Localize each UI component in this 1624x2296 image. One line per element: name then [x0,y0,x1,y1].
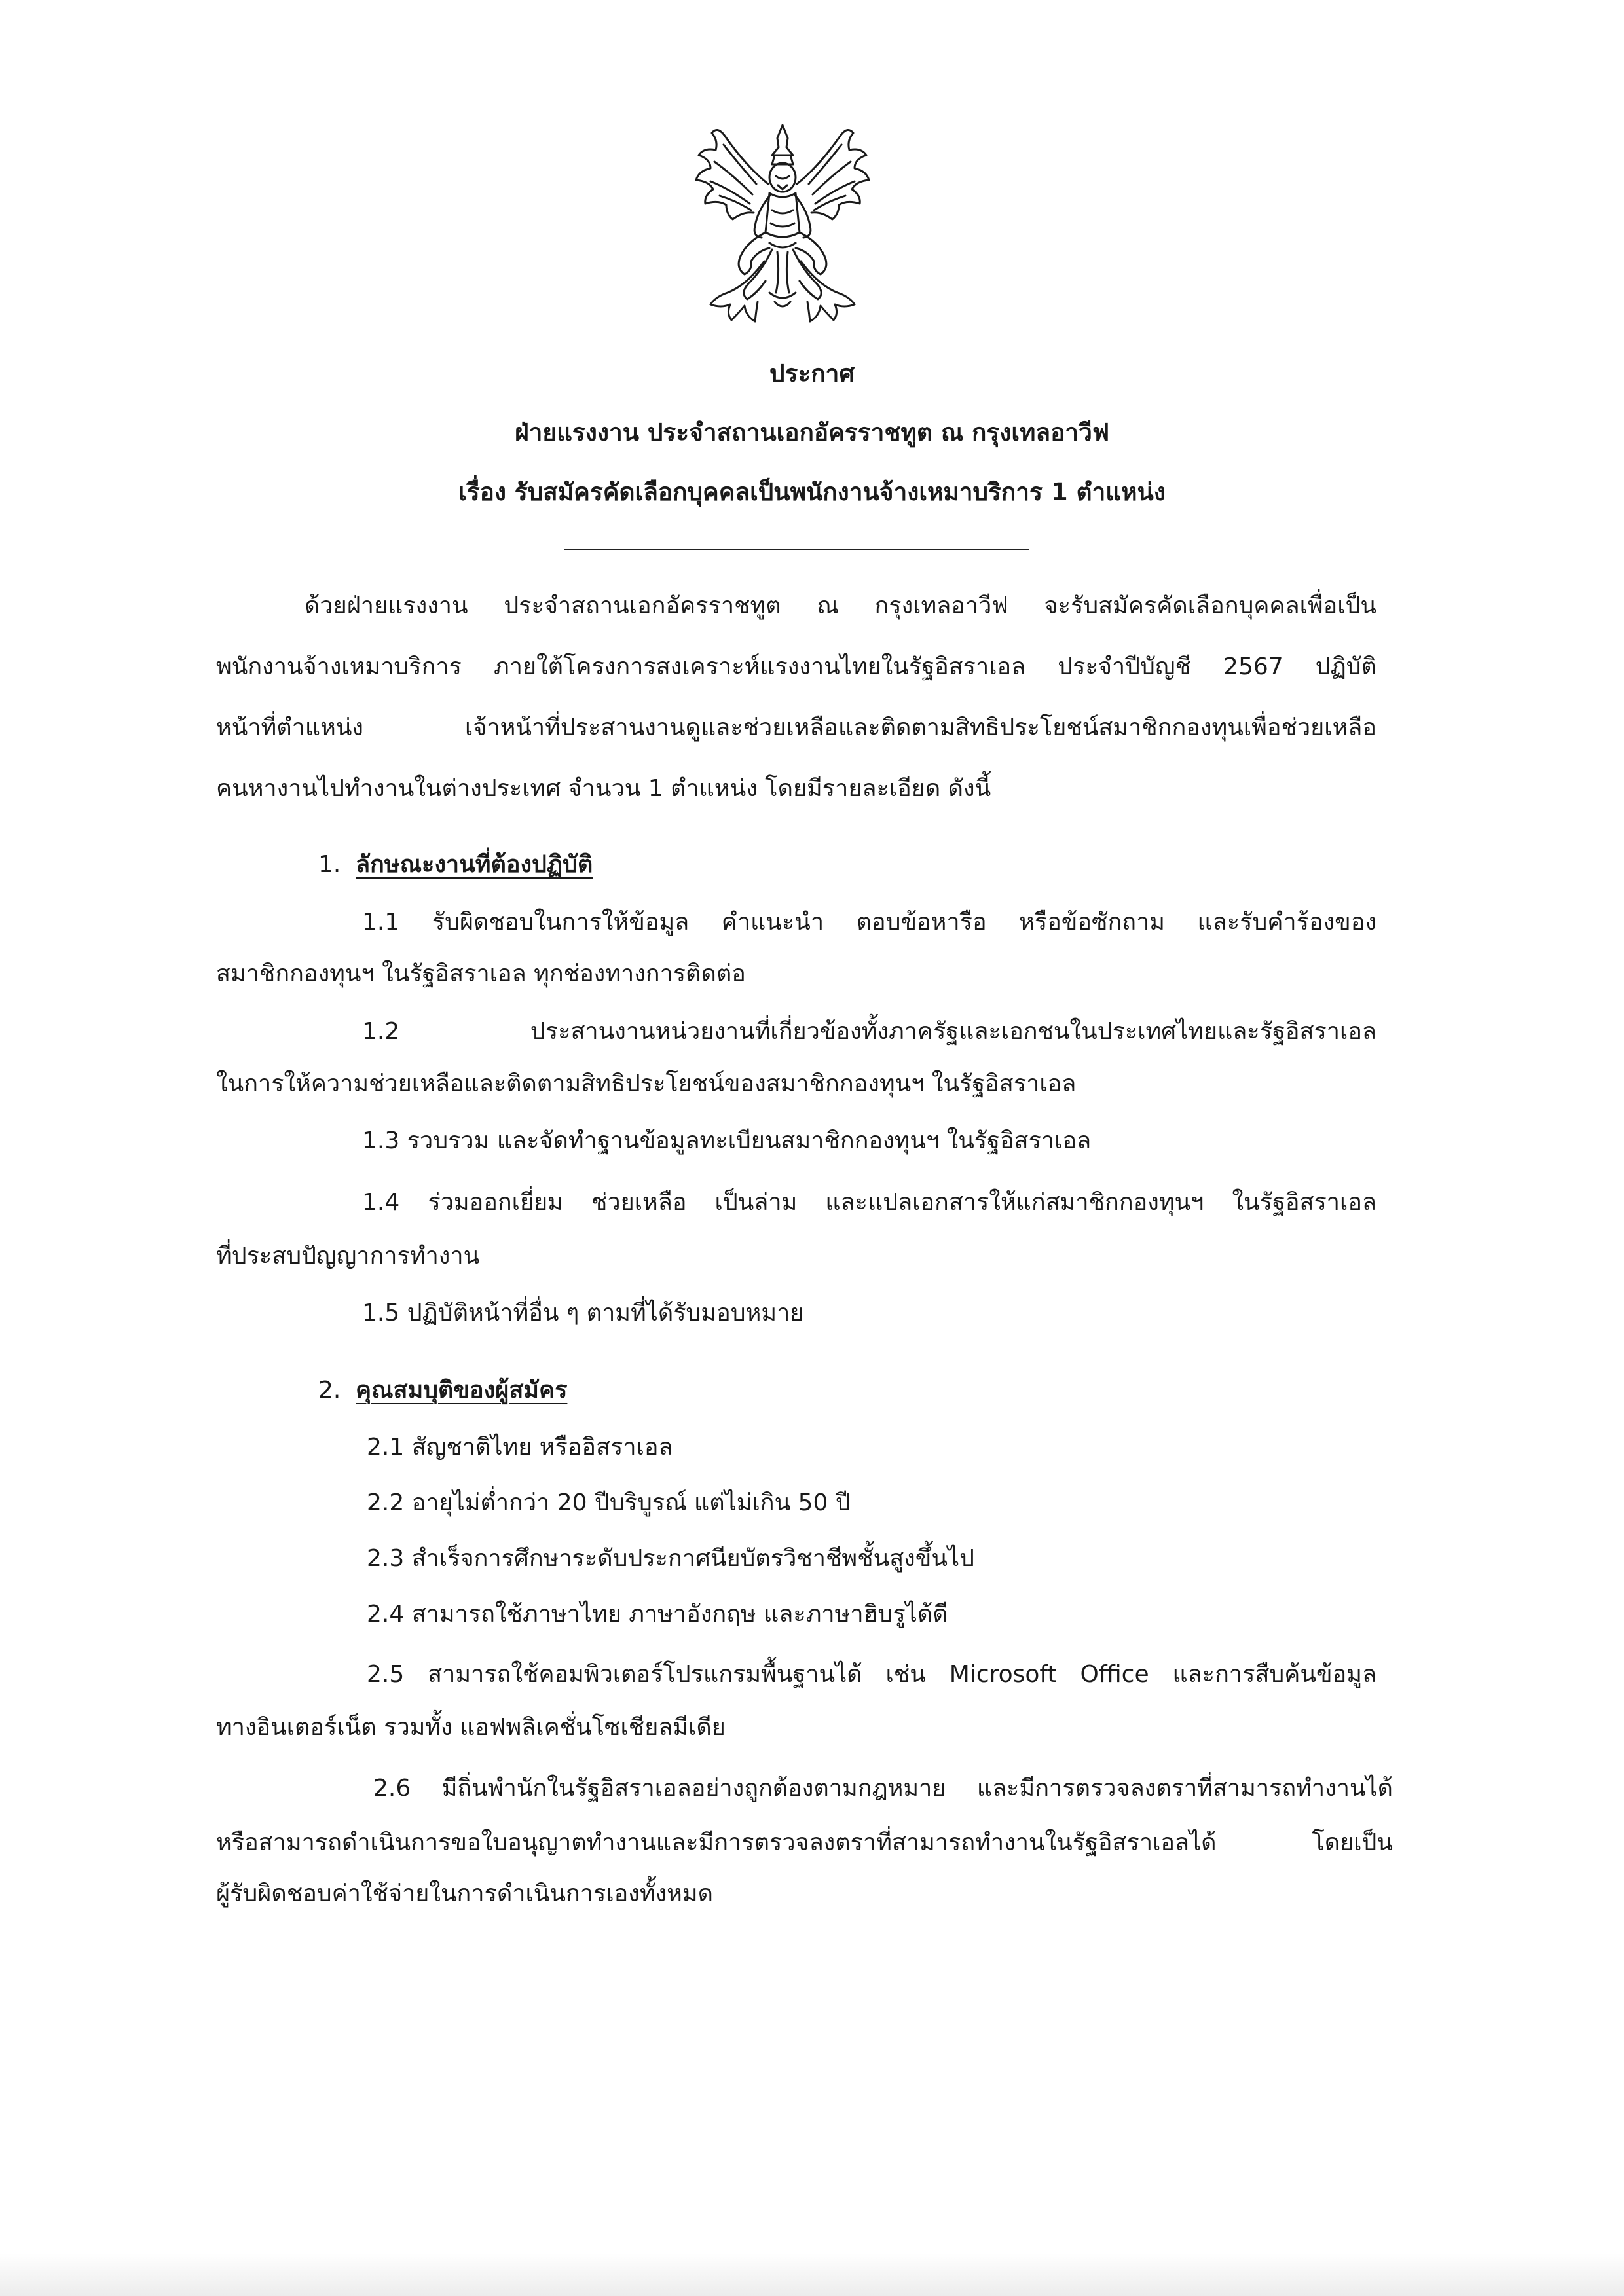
section-2-heading [318,1379,567,1402]
organization-title: ฝ่ายแรงงาน ประจำสถานเอกอัครราชทูต ณ กรุงเทลอาวีฟ [514,418,1110,446]
scan-edge-shadow [0,2253,1624,2296]
section-2-line: ผู้รับผิดชอบค่าใช้จ่ายในการดำเนินการเองทั้งหมด [216,1880,714,1907]
section-1-heading [318,853,593,877]
section-2-line: 2.6 มีถิ่นพำนักในรัฐอิสราเอลอย่างถูกต้องตามกฎหมาย และมีการตรวจลงตราที่สามารถทำงานได้ [373,1775,1393,1802]
section-2-line: ทางอินเตอร์เน็ต รวมทั้ง แอฟพลิเคชั่นโซเชียลมีเดีย [216,1714,726,1741]
intro-line: คนหางานไปทำงานในต่างประเทศ จำนวน 1 ตำแหน่ง โดยมีรายละเอียด ดังนี้ [216,775,991,802]
section-2-line: 2.3 สำเร็จการศึกษาระดับประกาศนียบัตรวิชาชีพชั้นสูงขึ้นไป [367,1545,974,1572]
intro-line: ด้วยฝ่ายแรงงาน ประจำสถานเอกอัครราชทูต ณ กรุงเทลอาวีฟ จะรับสมัครคัดเลือกบุคคลเพื่อเป็น [304,592,1376,619]
section-1-line: 1.3 รวบรวม และจัดทำฐานข้อมูลทะเบียนสมาชิกกองทุนฯ ในรัฐอิสราเอล [362,1127,1092,1154]
section-1-heading-text: ลักษณะงานที่ต้องปฏิบัติ [356,851,593,878]
section-1-line: 1.5 ปฏิบัติหน้าที่อื่น ๆ ตามที่ได้รับมอบหมาย [362,1300,804,1326]
section-1-line: ที่ประสบปัญญาการทำงาน [216,1243,480,1269]
section-2-number: 2. [318,1377,341,1404]
section-2-line: 2.5 สามารถใช้คอมพิวเตอร์โปรแกรมพื้นฐานได้ เช่น Microsoft Office และการสืบค้นข้อมูล [367,1661,1377,1688]
section-2-heading-text: คุณสมบุติของผู้สมัคร [356,1377,568,1404]
announcement-title: ประกาศ [769,359,855,388]
subject-title: เรื่อง รับสมัครคัดเลือกบุคคลเป็นพนักงานจ้างเหมาบริการ 1 ตำแหน่ง [458,478,1166,506]
section-2-line: 2.4 สามารถใช้ภาษาไทย ภาษาอังกฤษ และภาษาฮิบรูได้ดี [367,1601,948,1628]
garuda-emblem [684,121,881,337]
intro-line: หน้าที่ตำแหน่ง เจ้าหน้าที่ประสานงานดูและช่วยเหลือและติดตามสิทธิประโยชน์สมาชิกกองทุนเพื่อช่วยเหลือ [216,714,1376,741]
intro-line: พนักงานจ้างเหมาบริการ ภายใต้โครงการสงเคราะห์แรงงานไทยในรัฐอิสราเอล ประจำปีบัญชี 2567 ปฏิบัติ [216,653,1376,680]
section-1-number: 1. [318,851,341,878]
section-1-line: ในการให้ความช่วยเหลือและติดตามสิทธิประโยชน์ของสมาชิกกองทุนฯ ในรัฐอิสราเอล [216,1070,1077,1097]
section-2-line: 2.2 อายุไม่ต่ำกว่า 20 ปีบริบูรณ์ แต่ไม่เกิน 50 ปี [367,1489,851,1516]
section-1-line: 1.2 ประสานงานหน่วยงานที่เกี่ยวข้องทั้งภาครัฐและเอกชนในประเทศไทยและรัฐอิสราเอล [362,1018,1376,1045]
title-divider [564,549,1029,550]
section-1-line: 1.1 รับผิดชอบในการให้ข้อมูล คำแนะนำ ตอบข้อหารือ หรือข้อซักถาม และรับคำร้องของ [362,909,1376,936]
section-2-line: หรือสามารถดำเนินการขอใบอนุญาตทำงานและมีการตรวจลงตราที่สามารถทำงานในรัฐอิสราเอลได้ โดยเป็น [216,1829,1393,1856]
section-1-line: 1.4 ร่วมออกเยี่ยม ช่วยเหลือ เป็นล่าม และแปลเอกสารให้แก่สมาชิกกองทุนฯ ในรัฐอิสราเอล [362,1189,1376,1216]
section-1-line: สมาชิกกองทุนฯ ในรัฐอิสราเอล ทุกช่องทางการติดต่อ [216,960,746,987]
section-2-line: 2.1 สัญชาติไทย หรืออิสราเอล [367,1434,673,1461]
